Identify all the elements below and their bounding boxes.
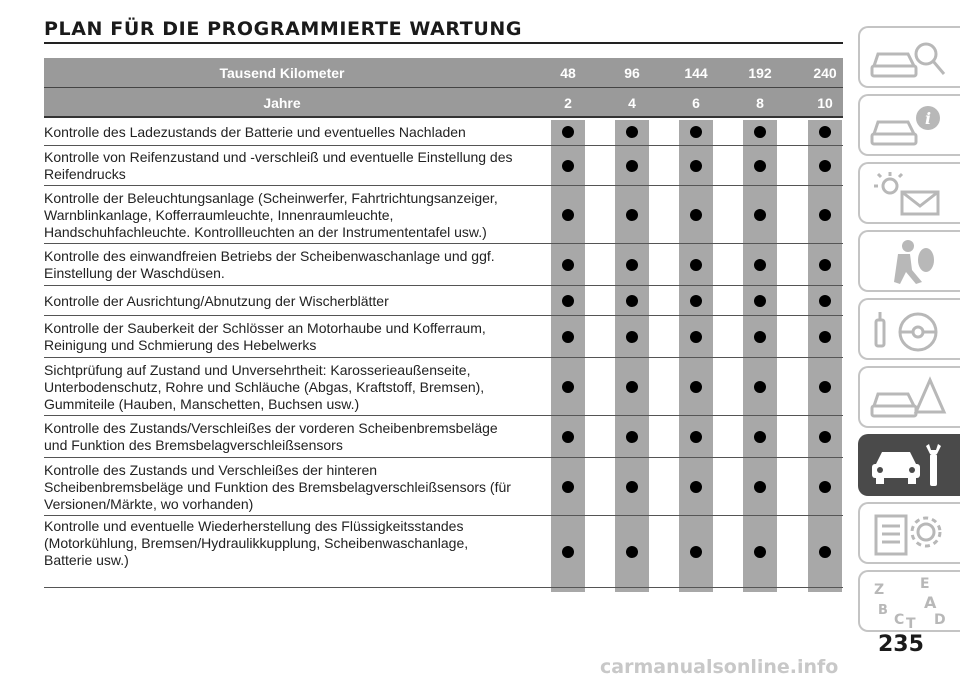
maintenance-table <box>44 58 843 588</box>
header-years-label: Jahre <box>263 95 301 111</box>
table-row <box>44 458 843 516</box>
interval-dot <box>754 259 766 271</box>
interval-dot <box>626 295 638 307</box>
interval-dot <box>754 546 766 558</box>
interval-dot <box>626 481 638 493</box>
interval-dot <box>562 431 574 443</box>
row-description: Kontrolle des Zustands/Verschleißes der vorderen Scheibenbremsbeläge und Funktion des Bremsbelagverschleißsensors <box>44 420 498 453</box>
watermark: carmanualsonline.info <box>600 656 839 678</box>
index-letter: E <box>920 576 930 592</box>
interval-dot <box>690 160 702 172</box>
index-letter: C <box>894 612 905 628</box>
tab-specifications[interactable] <box>858 502 960 564</box>
svg-text:i: i <box>924 109 932 128</box>
table-row <box>44 244 843 286</box>
header-years-value: 6 <box>692 95 700 111</box>
interval-dot <box>562 295 574 307</box>
index-letter: T <box>906 616 916 630</box>
tab-car-search[interactable] <box>858 26 960 88</box>
alphabet-index-icon <box>868 576 954 630</box>
interval-dot <box>626 331 638 343</box>
interval-dot <box>819 160 831 172</box>
interval-dot <box>562 209 574 221</box>
interval-dot <box>819 481 831 493</box>
car-wrench-icon <box>868 440 954 494</box>
interval-dot <box>690 126 702 138</box>
title-rule <box>44 42 843 44</box>
interval-dot <box>690 331 702 343</box>
tab-steering[interactable] <box>858 298 960 360</box>
tab-airbag[interactable] <box>858 230 960 292</box>
interval-dot <box>819 431 831 443</box>
interval-dot <box>819 209 831 221</box>
interval-dot <box>819 381 831 393</box>
page-number: 235 <box>878 632 924 657</box>
tab-index[interactable] <box>858 570 960 632</box>
table-row <box>44 516 843 588</box>
interval-dot <box>690 259 702 271</box>
interval-dot <box>754 481 766 493</box>
table-body <box>44 118 843 588</box>
interval-dot <box>562 331 574 343</box>
row-description: Kontrolle und eventuelle Wiederherstellung des Flüssigkeitsstandes (Motorkühlung, Bremsen/Hydraulikkupplung, Scheibenwaschanlage, Batterie usw.) <box>44 518 469 568</box>
interval-dot <box>690 209 702 221</box>
warning-light-icon <box>868 168 954 222</box>
tab-maintenance[interactable] <box>858 434 960 496</box>
interval-dot <box>562 381 574 393</box>
interval-dot <box>754 431 766 443</box>
steering-wheel-icon <box>868 304 954 358</box>
index-letter: Z <box>874 582 885 598</box>
row-description: Kontrolle des Ladezustands der Batterie und eventuelles Nachladen <box>44 124 466 140</box>
interval-dot <box>690 431 702 443</box>
header-years-value: 2 <box>564 95 572 111</box>
header-km-value: 48 <box>560 65 576 81</box>
header-row-years <box>44 88 843 118</box>
header-years-value: 8 <box>756 95 764 111</box>
row-description: Kontrolle der Sauberkeit der Schlösser an Motorhaube und Kofferraum, Reinigung und Schmierung des Hebelwerks <box>44 320 486 353</box>
interval-dot <box>626 259 638 271</box>
page-title: PLAN FÜR DIE PROGRAMMIERTE WARTUNG <box>44 18 523 40</box>
interval-dot <box>819 126 831 138</box>
header-km-value: 240 <box>813 65 837 81</box>
tab-car-info[interactable] <box>858 94 960 156</box>
interval-dot <box>626 381 638 393</box>
interval-dot <box>562 481 574 493</box>
header-km-value: 144 <box>684 65 708 81</box>
header-km-value: 96 <box>624 65 640 81</box>
interval-dot <box>626 546 638 558</box>
table-row <box>44 286 843 316</box>
car-emergency-icon <box>868 372 954 426</box>
header-years-value: 4 <box>628 95 636 111</box>
row-description: Kontrolle der Beleuchtungsanlage (Scheinwerfer, Fahrtrichtungsanzeiger, Warnblinkanlage, Kofferraumleuchte, Innenraumleuchte, Handschuhfachleuchte. Kontrollleuchten an der Instrumententafel usw.) <box>44 190 498 240</box>
car-search-icon <box>868 32 954 86</box>
table-row <box>44 416 843 458</box>
interval-dot <box>626 160 638 172</box>
spec-list-gear-icon <box>868 508 954 562</box>
interval-dot <box>754 126 766 138</box>
index-letter: D <box>934 612 946 628</box>
interval-dot <box>562 126 574 138</box>
row-description: Kontrolle der Ausrichtung/Abnutzung der Wischerblätter <box>44 293 389 309</box>
header-km-label: Tausend Kilometer <box>219 65 345 81</box>
header-km-value: 192 <box>748 65 772 81</box>
header-years-value: 10 <box>817 95 833 111</box>
interval-dot <box>754 160 766 172</box>
table-row <box>44 186 843 244</box>
interval-dot <box>819 259 831 271</box>
index-letter: A <box>924 593 937 612</box>
interval-dot <box>626 431 638 443</box>
chapter-sidebar <box>858 26 960 630</box>
table-row <box>44 316 843 358</box>
interval-dot <box>690 546 702 558</box>
interval-dot <box>626 126 638 138</box>
interval-dot <box>562 546 574 558</box>
interval-dot <box>754 381 766 393</box>
tab-emergency[interactable] <box>858 366 960 428</box>
table-row <box>44 118 843 146</box>
interval-dot <box>819 331 831 343</box>
row-description: Kontrolle des einwandfreien Betriebs der Scheibenwaschanlage und ggf. Einstellung der Waschdüsen. <box>44 248 495 281</box>
table-row <box>44 146 843 186</box>
airbag-person-icon <box>868 236 954 290</box>
interval-dot <box>690 481 702 493</box>
interval-dot <box>690 295 702 307</box>
tab-warning-lights[interactable] <box>858 162 960 224</box>
car-info-icon <box>868 100 954 154</box>
interval-dot <box>819 295 831 307</box>
index-letter: B <box>878 603 888 618</box>
table-row <box>44 358 843 416</box>
row-description: Sichtprüfung auf Zustand und Unversehrtheit: Karosserieaußenseite, Unterbodenschutz, Rohre und Schläuche (Abgas, Kraftstoff, Bremsen), Gummiteile (Hauben, Manschetten, Buchsen usw.) <box>44 362 485 412</box>
interval-dot <box>754 209 766 221</box>
interval-dot <box>562 160 574 172</box>
interval-dot <box>690 381 702 393</box>
row-description: Kontrolle des Zustands und Verschleißes der hinteren Scheibenbremsbeläge und Funktion des Bremsbelagverschleißsensors (für Versionen/Märkte, wo vorhanden) <box>44 462 511 512</box>
interval-dot <box>626 209 638 221</box>
interval-dot <box>754 295 766 307</box>
header-row-km <box>44 58 843 88</box>
interval-dot <box>754 331 766 343</box>
interval-dot <box>819 546 831 558</box>
interval-dot <box>562 259 574 271</box>
row-description: Kontrolle von Reifenzustand und -verschleiß und eventuelle Einstellung des Reifendrucks <box>44 149 513 182</box>
